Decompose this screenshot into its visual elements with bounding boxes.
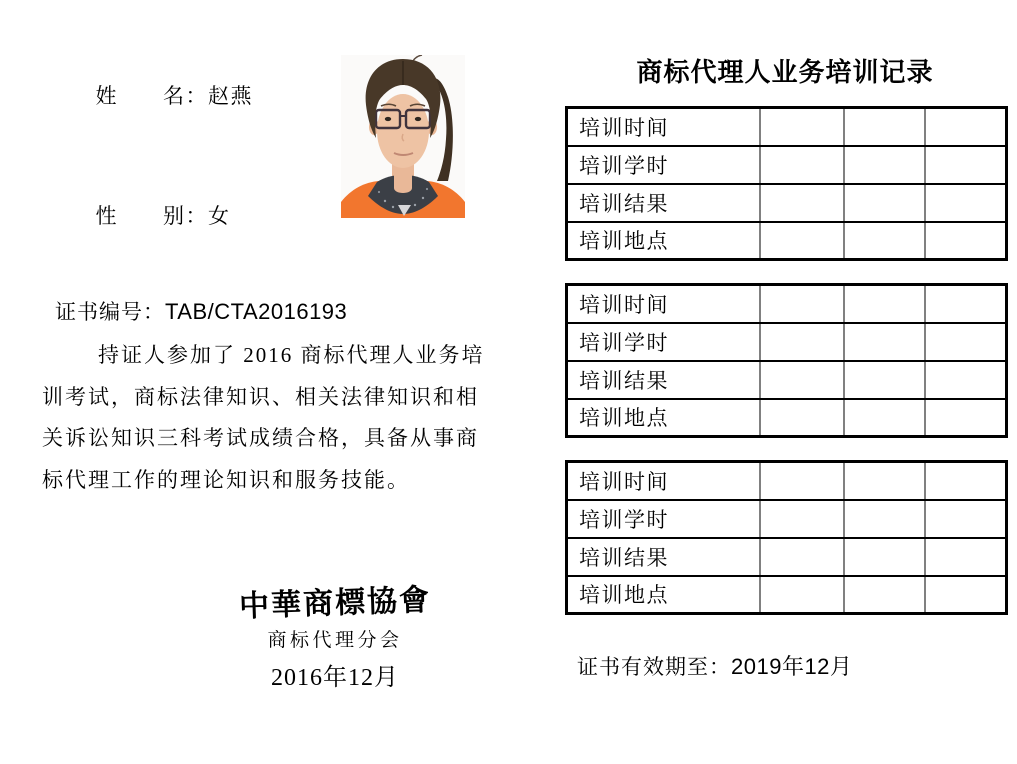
table-cell-empty	[925, 108, 1007, 146]
table-row	[567, 576, 1007, 614]
training-record-table-1	[565, 106, 1008, 261]
table-row	[567, 361, 1007, 399]
table-cell-empty	[844, 500, 925, 538]
table-cell-empty	[925, 576, 1007, 614]
table-cell-empty	[760, 323, 844, 361]
association-branch: 商标代理分会	[267, 630, 403, 651]
certificate-number-label: 证书编号：	[55, 300, 165, 324]
portrait-photo-graphic	[341, 55, 465, 218]
table-row	[567, 146, 1007, 184]
table-cell-empty	[925, 538, 1007, 576]
table-cell-empty	[925, 462, 1007, 500]
table-cell-empty	[760, 285, 844, 323]
name-field	[55, 55, 253, 135]
table-cell-empty	[925, 285, 1007, 323]
table-cell-empty	[760, 146, 844, 184]
table-cell-empty	[925, 146, 1007, 184]
validity-field	[577, 650, 852, 681]
table-cell-empty	[925, 222, 1007, 260]
name-value: 赵燕	[208, 84, 253, 108]
table-row	[567, 462, 1007, 500]
table-cell-empty	[925, 399, 1007, 437]
row-label-training-time: 培训时间	[567, 108, 760, 146]
table-row	[567, 285, 1007, 323]
table-cell-empty	[844, 399, 925, 437]
validity-label: 证书有效期至：	[577, 655, 731, 679]
row-label-training-hours: 培训学时	[567, 323, 760, 361]
table-cell-empty	[760, 184, 844, 222]
table-cell-empty	[760, 500, 844, 538]
table-cell-empty	[760, 399, 844, 437]
table-cell-empty	[844, 323, 925, 361]
certificate-statement	[42, 335, 508, 501]
training-record-table-3	[565, 460, 1008, 615]
table-row	[567, 500, 1007, 538]
row-label-training-place: 培训地点	[567, 399, 760, 437]
training-record-table-2	[565, 283, 1008, 438]
validity-value: 2019年12月	[731, 654, 853, 679]
table-cell-empty	[925, 361, 1007, 399]
table-cell-empty	[844, 285, 925, 323]
table-cell-empty	[760, 222, 844, 260]
statement-line: 标代理工作的理论知识和服务技能。	[42, 467, 410, 492]
row-label-training-hours: 培训学时	[567, 146, 760, 184]
row-label-training-result: 培训结果	[567, 538, 760, 576]
association-signature: 中華商標協會	[238, 582, 432, 625]
table-cell-empty	[844, 538, 925, 576]
table-row	[567, 184, 1007, 222]
table-row	[567, 108, 1007, 146]
table-cell-empty	[925, 184, 1007, 222]
table-cell-empty	[844, 462, 925, 500]
table-cell-empty	[844, 184, 925, 222]
table-cell-empty	[844, 576, 925, 614]
row-label-training-time: 培训时间	[567, 285, 760, 323]
portrait-photo	[341, 55, 465, 218]
table-cell-empty	[844, 222, 925, 260]
gender-field	[55, 175, 231, 255]
table-cell-empty	[760, 538, 844, 576]
table-row	[567, 538, 1007, 576]
issue-date: 2016年12月	[271, 665, 399, 691]
row-label-training-result: 培训结果	[567, 361, 760, 399]
row-label-training-place: 培训地点	[567, 576, 760, 614]
name-label: 姓 名：	[95, 84, 208, 108]
table-row	[567, 399, 1007, 437]
row-label-training-hours: 培训学时	[567, 500, 760, 538]
training-record-title: 商标代理人业务培训记录	[636, 58, 934, 87]
table-cell-empty	[760, 576, 844, 614]
table-cell-empty	[760, 108, 844, 146]
certificate-number-value: TAB/CTA2016193	[165, 299, 348, 324]
row-label-training-result: 培训结果	[567, 184, 760, 222]
table-row	[567, 222, 1007, 260]
statement-line: 训考试，商标法律知识、相关法律知识和相	[42, 384, 479, 409]
gender-label: 性 别：	[95, 204, 208, 228]
table-cell-empty	[925, 500, 1007, 538]
table-cell-empty	[925, 323, 1007, 361]
table-cell-empty	[844, 361, 925, 399]
table-cell-empty	[844, 108, 925, 146]
row-label-training-place: 培训地点	[567, 222, 760, 260]
statement-line: 关诉讼知识三科考试成绩合格，具备从事商	[42, 426, 479, 451]
table-cell-empty	[760, 361, 844, 399]
row-label-training-time: 培训时间	[567, 462, 760, 500]
table-cell-empty	[844, 146, 925, 184]
issuer-seal-block	[228, 578, 442, 692]
statement-line: 持证人参加了 2016 商标代理人业务培	[98, 343, 485, 367]
gender-value: 女	[208, 204, 231, 228]
certificate-number-field	[55, 296, 347, 326]
table-row	[567, 323, 1007, 361]
table-cell-empty	[760, 462, 844, 500]
